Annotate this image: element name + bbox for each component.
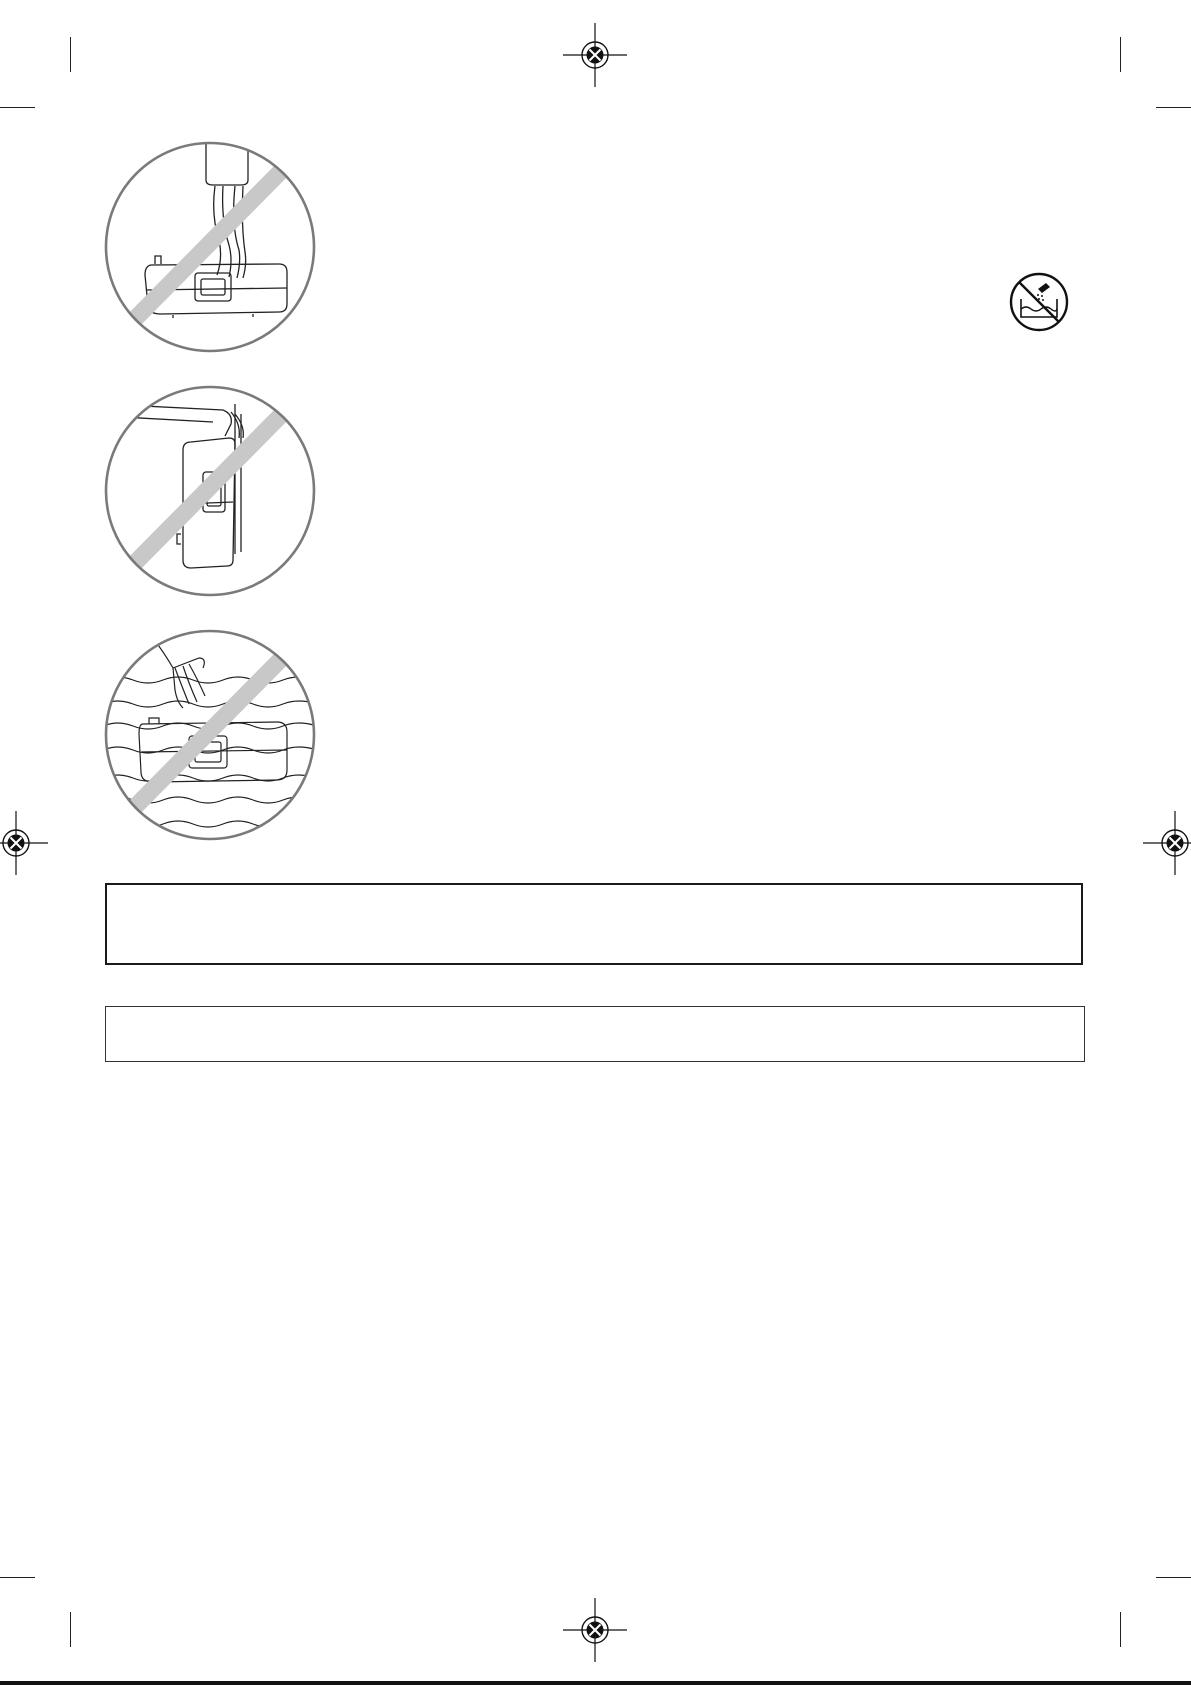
registration-mark-icon — [0, 811, 48, 875]
crop-mark-top-right-horizontal — [1156, 107, 1191, 108]
no-submersion-icon — [103, 628, 317, 842]
crop-mark-bottom-left-vertical — [70, 1612, 71, 1647]
registration-mark-icon — [563, 1598, 627, 1662]
notice-box-1 — [105, 883, 1083, 965]
no-immersion-washing-icon — [1008, 271, 1070, 333]
crop-mark-bottom-right-vertical — [1120, 1612, 1121, 1647]
registration-mark-icon — [1143, 811, 1191, 875]
crop-mark-top-left-horizontal — [0, 107, 35, 108]
crop-mark-top-right-vertical — [1120, 37, 1121, 72]
crop-mark-top-left-vertical — [70, 37, 71, 72]
no-tap-water-icon — [103, 140, 317, 354]
notice-box-2 — [105, 1006, 1085, 1062]
crop-mark-bottom-right-horizontal — [1156, 1577, 1191, 1578]
no-vertical-immersion-icon — [103, 384, 317, 598]
crop-mark-bottom-left-horizontal — [0, 1577, 35, 1578]
page-bottom-strip — [0, 1681, 1191, 1685]
registration-mark-icon — [563, 23, 627, 87]
